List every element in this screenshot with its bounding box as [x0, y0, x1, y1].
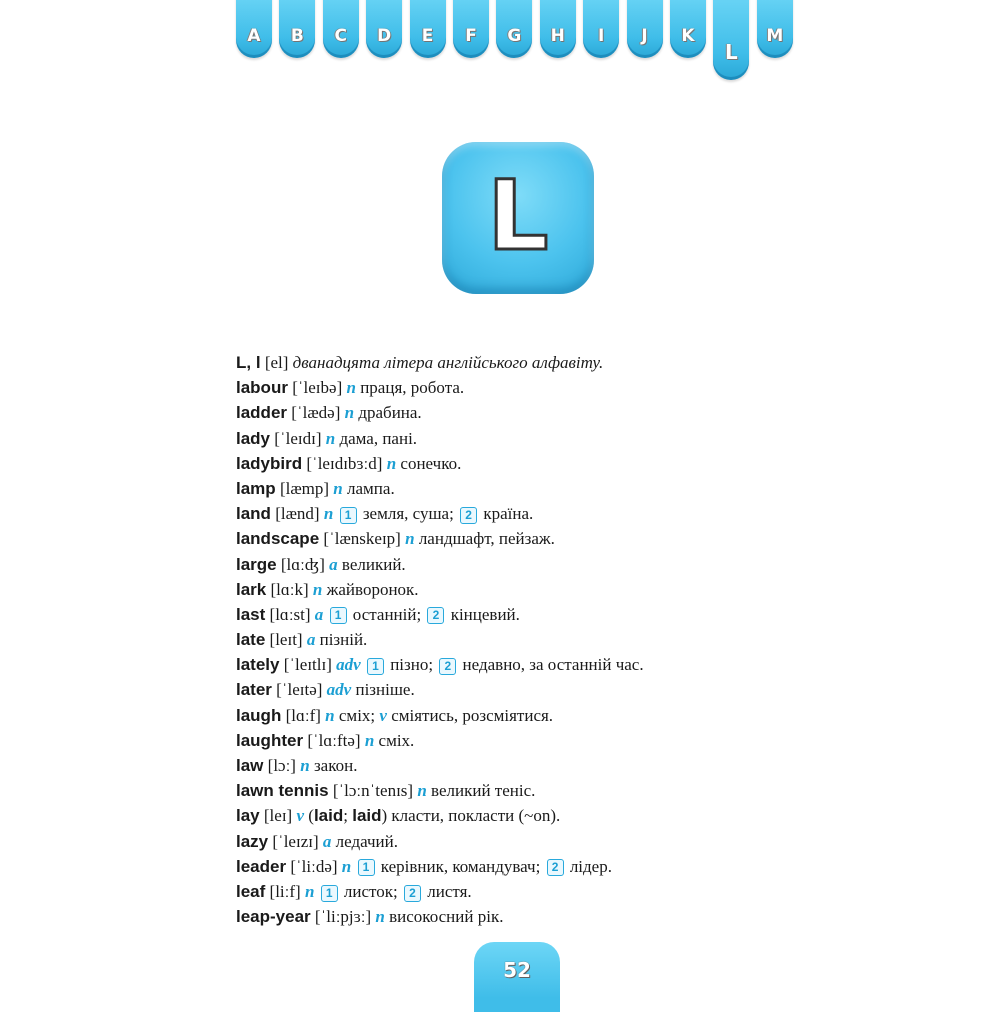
- entry-headword: landscape: [236, 529, 320, 549]
- alphabet-tab-b[interactable]: B: [279, 0, 315, 58]
- entry-headword: L, l: [236, 353, 261, 372]
- sense-number-badge: 2: [427, 607, 444, 624]
- part-of-speech: n: [325, 428, 336, 448]
- entry-text: [lɑːk]: [266, 579, 313, 599]
- entry-headword: later: [236, 680, 272, 700]
- entry-text: лідер.: [565, 856, 612, 876]
- dictionary-entry-list: [236, 350, 796, 929]
- part-of-speech: n: [386, 453, 397, 473]
- part-of-speech: n: [341, 856, 352, 876]
- alphabet-tab-g[interactable]: G: [496, 0, 532, 58]
- part-of-speech: v: [296, 806, 305, 826]
- entry-text: ледачий.: [331, 831, 398, 851]
- page-number: 52: [503, 958, 531, 982]
- part-of-speech: n: [405, 529, 415, 549]
- dictionary-entry: [236, 627, 796, 652]
- entry-text: ;: [343, 806, 353, 826]
- part-of-speech: n: [304, 881, 315, 901]
- entry-text: ландшафт, пейзаж.: [414, 529, 555, 549]
- entry-headword: labour: [236, 378, 288, 398]
- entry-headword: ladybird: [236, 453, 303, 473]
- entry-text: жайворонок.: [322, 579, 419, 599]
- part-of-speech: n: [333, 478, 343, 498]
- part-of-speech: n: [417, 781, 427, 801]
- entry-text: [leɪ]: [259, 806, 297, 826]
- entry-headword: lady: [236, 428, 271, 448]
- sense-number-badge: 1: [340, 507, 357, 524]
- dictionary-entry: [236, 426, 796, 451]
- sense-number-badge: 1: [367, 658, 384, 675]
- entry-text: [ˈleɪzɪ]: [268, 831, 323, 851]
- part-of-speech: n: [375, 907, 385, 927]
- entry-text: листя.: [423, 881, 472, 901]
- dictionary-entry: [236, 400, 796, 425]
- alphabet-tab-e[interactable]: E: [410, 0, 446, 58]
- alphabet-tab-d[interactable]: D: [366, 0, 402, 58]
- dictionary-entry: [236, 803, 796, 828]
- dictionary-entry: [236, 476, 796, 501]
- alphabet-tab-h[interactable]: H: [540, 0, 576, 58]
- entry-definition: дванадцята літера англійського алфавіту.: [292, 353, 604, 372]
- dictionary-entry: [236, 879, 796, 904]
- dictionary-entry: [236, 904, 796, 929]
- part-of-speech: a: [314, 604, 324, 624]
- sense-number-badge: 1: [358, 859, 375, 876]
- entry-text: сонечко.: [396, 453, 462, 473]
- dictionary-entry: [236, 350, 796, 375]
- entry-text: [314, 882, 318, 901]
- entry-text: [351, 857, 355, 876]
- entry-headword: leader: [236, 856, 287, 876]
- part-of-speech: adv: [326, 680, 352, 700]
- sense-number-badge: 2: [439, 658, 456, 675]
- sense-number-badge: 2: [404, 885, 421, 902]
- dictionary-entry: [236, 526, 796, 551]
- sense-number-badge: 2: [460, 507, 477, 524]
- entry-text: сміх.: [374, 730, 415, 750]
- entry-text: [361, 655, 365, 674]
- part-of-speech: n: [300, 756, 310, 775]
- entry-text: ) класти, покласти (~on).: [381, 806, 561, 826]
- alphabet-tab-k[interactable]: K: [670, 0, 706, 58]
- entry-text: кінцевий.: [446, 604, 520, 624]
- entry-text: [ˈlɔːnˈtenɪs]: [328, 781, 418, 801]
- entry-text: недавно, за останній час.: [458, 655, 644, 675]
- dictionary-entry: [236, 577, 796, 602]
- entry-headword: last: [236, 604, 266, 624]
- entry-text: високосний рік.: [384, 907, 504, 927]
- dictionary-entry: [236, 677, 796, 702]
- entry-text: лампа.: [342, 478, 395, 498]
- entry-headword: late: [236, 630, 266, 650]
- dictionary-entry: [236, 652, 796, 677]
- entry-text: [ˈlænskeɪp]: [319, 529, 406, 549]
- entry-headword: large: [236, 554, 277, 574]
- alphabet-tab-i[interactable]: I: [583, 0, 619, 58]
- part-of-speech: v: [379, 705, 387, 725]
- alphabet-tab-bar: [236, 0, 800, 80]
- entry-text: [ˈleɪdɪ]: [270, 428, 326, 448]
- entry-text: сміятись, розсміятися.: [386, 705, 554, 725]
- entry-text: пізно;: [385, 655, 438, 675]
- entry-headword: lately: [236, 655, 280, 675]
- section-letter-badge: [442, 142, 594, 294]
- entry-text: [liːf]: [265, 881, 305, 901]
- entry-text: листок;: [339, 881, 402, 901]
- entry-text: великий теніс.: [426, 781, 536, 801]
- entry-text: великий.: [337, 554, 406, 574]
- entry-text: [lɑːst]: [265, 604, 315, 624]
- entry-text: [ˈleɪtə]: [271, 680, 327, 700]
- entry-headword: law: [236, 756, 264, 775]
- entry-text: [lɑːf]: [281, 705, 326, 725]
- entry-text: драбина.: [354, 403, 422, 423]
- entry-text: [ˈleɪbə]: [287, 378, 347, 398]
- dictionary-entry: [236, 728, 796, 753]
- entry-headword: ladder: [236, 403, 288, 423]
- part-of-speech: n: [312, 579, 323, 599]
- dictionary-entry: [236, 854, 796, 879]
- dictionary-entry: [236, 602, 796, 627]
- entry-text: [el]: [260, 353, 293, 372]
- entry-headword: leaf: [236, 881, 266, 901]
- dictionary-entry: [236, 703, 796, 728]
- dictionary-entry: [236, 552, 796, 577]
- entry-text: [leɪt]: [265, 630, 307, 650]
- sense-number-badge: 2: [547, 859, 564, 876]
- entry-text: [333, 504, 337, 523]
- entry-text: [ˈliːdə]: [286, 856, 342, 876]
- part-of-speech: n: [364, 730, 375, 750]
- part-of-speech: a: [329, 554, 338, 574]
- entry-text: праця, робота.: [355, 378, 465, 398]
- dictionary-entry: [236, 451, 796, 476]
- verb-form: laid: [352, 806, 382, 826]
- entry-text: [lɑːʤ]: [276, 554, 330, 574]
- part-of-speech: n: [323, 504, 334, 524]
- entry-text: останній;: [348, 604, 426, 624]
- alphabet-tab-l[interactable]: L: [713, 0, 749, 80]
- sense-number-badge: 1: [330, 607, 347, 624]
- entry-headword: lay: [236, 806, 260, 826]
- entry-headword: lamp: [236, 478, 276, 498]
- page-number-tab: [474, 942, 560, 1012]
- part-of-speech: n: [325, 705, 335, 725]
- entry-text: [ˈlædə]: [287, 403, 345, 423]
- entry-text: дама, пані.: [335, 428, 418, 448]
- entry-text: закон.: [309, 756, 358, 775]
- entry-text: (: [304, 806, 314, 826]
- sense-number-badge: 1: [321, 885, 338, 902]
- entry-text: сміх;: [334, 705, 380, 725]
- entry-text: [ˈleɪtlɪ]: [279, 655, 337, 675]
- section-letter: L: [487, 160, 549, 272]
- entry-text: керівник, командувач;: [376, 856, 545, 876]
- entry-text: [323, 605, 327, 624]
- alphabet-tab-m[interactable]: M: [757, 0, 793, 58]
- alphabet-tab-f[interactable]: F: [453, 0, 489, 58]
- entry-headword: leap-year: [236, 907, 311, 927]
- dictionary-entry: [236, 375, 796, 400]
- dictionary-entry: [236, 501, 796, 526]
- entry-headword: land: [236, 504, 271, 524]
- entry-text: пізній.: [315, 630, 368, 650]
- entry-text: [ˈliːpjɜː]: [310, 907, 376, 927]
- entry-headword: lark: [236, 579, 267, 599]
- dictionary-entry: [236, 778, 796, 803]
- part-of-speech: a: [306, 630, 316, 650]
- entry-headword: laugh: [236, 705, 282, 725]
- entry-text: [læmp]: [275, 478, 334, 498]
- part-of-speech: adv: [336, 655, 361, 675]
- entry-headword: laughter: [236, 730, 304, 750]
- entry-text: земля, суша;: [358, 504, 459, 524]
- part-of-speech: a: [322, 831, 332, 851]
- entry-text: [ˈlɑːftə]: [303, 730, 365, 750]
- alphabet-tab-c[interactable]: C: [323, 0, 359, 58]
- entry-text: [ˈleɪdɪbɜːd]: [302, 453, 387, 473]
- entry-headword: lawn tennis: [236, 781, 329, 801]
- part-of-speech: n: [346, 378, 356, 398]
- entry-text: країна.: [479, 504, 534, 524]
- alphabet-tab-j[interactable]: J: [627, 0, 663, 58]
- entry-headword: lazy: [236, 831, 269, 851]
- part-of-speech: n: [344, 403, 355, 423]
- dictionary-entry: [236, 753, 796, 778]
- entry-text: [lɔː]: [263, 756, 301, 775]
- dictionary-entry: [236, 829, 796, 854]
- entry-text: [lænd]: [270, 504, 324, 524]
- verb-form: laid: [313, 806, 344, 826]
- alphabet-tab-a[interactable]: A: [236, 0, 272, 58]
- entry-text: пізніше.: [351, 680, 415, 700]
